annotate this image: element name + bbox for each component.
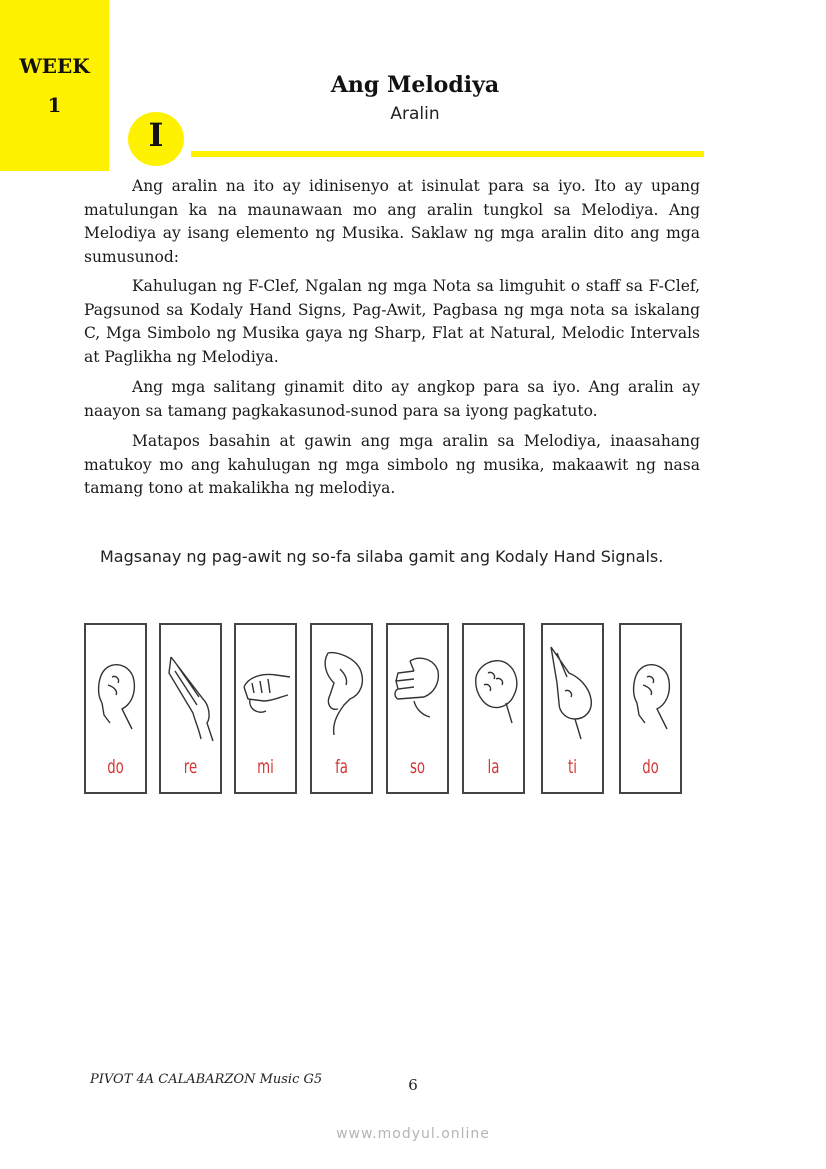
hand-sign-card-mi [234, 623, 297, 794]
hand-sign-card-do [84, 623, 147, 794]
hand-sign-card-so [386, 623, 449, 794]
syllable-label: do [642, 756, 659, 778]
footer-source: PIVOT 4A CALABARZON Music G5 [90, 1072, 323, 1087]
open-flat-hand-icon [390, 643, 445, 753]
hand-sign-card-do-high [619, 623, 682, 794]
flat-hand-icon [238, 643, 293, 753]
hand-sign-card-ti [541, 623, 604, 794]
paragraph-1 [84, 175, 700, 269]
syllable-label: ti [568, 756, 577, 778]
week-badge [0, 0, 109, 171]
syllable-label: fa [335, 756, 348, 778]
syllable-label: mi [257, 756, 274, 778]
hand-sign-card-fa [310, 623, 373, 794]
section-letter: I [148, 116, 164, 154]
page-title: Ang Melodiya [330, 72, 500, 98]
paragraph-1-text: Ang aralin na ito ay idinisenyo at isinulat para sa iyo. Ito ay upang matulungan ka na maunawaan mo ang aralin tungkol sa Melodiya. Ang Melodiya ay isang elemento ng Musika. Saklaw ng mga aralin dito ang mga sumusunod: [84, 177, 700, 266]
paragraph-3-text: Ang mga salitang ginamit dito ay angkop para sa iyo. Ang aralin ay naayon sa tamang pagkakasunod-sunod para sa iyong pagkatuto. [84, 378, 700, 420]
watermark: www.modyul.online [336, 1126, 490, 1142]
section-marker [128, 112, 184, 166]
paragraph-2-text: Kahulugan ng F-Clef, Ngalan ng mga Nota sa limguhit o staff sa F-Clef, Pagsunod sa Kodaly Hand Signs, Pag-Awit, Pagbasa ng mga nota sa iskalang C, Mga Simbolo ng Musika gaya ng Sharp, Flat at Natural, Melodic Intervals at Paglikha ng Melodiya. [84, 277, 700, 366]
paragraph-4 [84, 430, 700, 501]
pointing-up-hand-icon [545, 643, 600, 753]
paragraph-4-text: Matapos basahin at gawin ang mga aralin sa Melodiya, inaasahang matukoy mo ang kahulugan ng mga simbolo ng musika, makaawit ng nasa tamang tono at makalikha ng melodiya. [84, 432, 700, 497]
syllable-label: do [107, 756, 124, 778]
section-divider [191, 151, 704, 157]
fist-hand-icon [623, 643, 678, 753]
instruction-text: Magsanay ng pag-awit ng so-fa silaba gamit ang Kodaly Hand Signals. [100, 547, 664, 566]
fist-hand-icon [88, 643, 143, 753]
thumb-down-hand-icon [314, 643, 369, 753]
cupped-hand-icon [466, 643, 521, 753]
week-label: WEEK [19, 54, 90, 78]
paragraph-3 [84, 376, 700, 423]
slanted-flat-hand-icon [163, 643, 218, 753]
week-number: 1 [47, 93, 62, 117]
syllable-label: la [487, 756, 500, 778]
page-number: 6 [408, 1076, 418, 1094]
page-subtitle: Aralin [390, 104, 440, 124]
hand-sign-card-la [462, 623, 525, 794]
syllable-label: so [409, 756, 426, 778]
hand-sign-card-re [159, 623, 222, 794]
paragraph-2 [84, 275, 700, 369]
syllable-label: re [183, 756, 198, 778]
